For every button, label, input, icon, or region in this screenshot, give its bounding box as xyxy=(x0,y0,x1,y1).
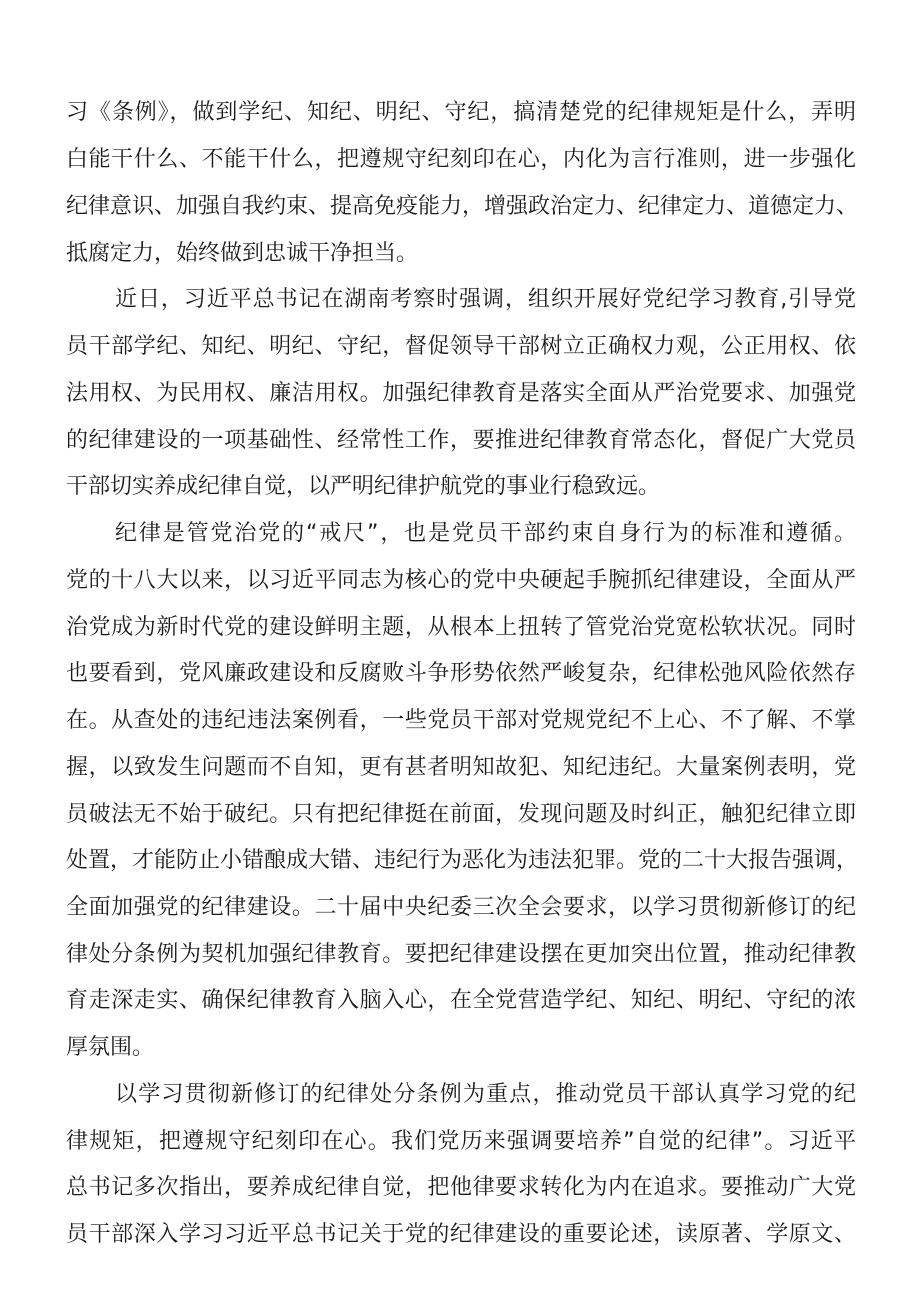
text-line: 厚氛围。 xyxy=(66,1035,155,1060)
text-line: 育走深走实、确保纪律教育入脑入心，在全党营造学纪、知纪、明纪、守纪的浓 xyxy=(66,988,856,1013)
text-line: 律规矩，把遵规守纪刻印在心。我们党历来强调要培养”自觉的纪律”。习近平 xyxy=(66,1129,856,1154)
paragraph-first-line: 以学习贯彻新修订的纪律处分条例为重点，推动党员干部认真学习党的纪 xyxy=(115,1082,856,1107)
text-line: 也要看到，党风廉政建设和反腐败斗争形势依然严峻复杂，纪律松弛风险依然存 xyxy=(66,661,856,686)
text-line: 处置，才能防止小错酿成大错、违纪行为恶化为违法犯罪。党的二十大报告强调， xyxy=(66,848,859,873)
text-line: 在。从查处的违纪违法案例看，一些党员干部对党规党纪不上心、不了解、不掌 xyxy=(66,708,856,733)
text-line: 员干部深入学习习近平总书记关于党的纪律建设的重要论述，读原著、学原文、 xyxy=(66,1222,856,1247)
text-line: 法用权、为民用权、廉洁用权。加强纪律教育是落实全面从严治党要求、加强党 xyxy=(66,381,856,406)
text-line: 干部切实养成纪律自觉，以严明纪律护航党的事业行稳致远。 xyxy=(66,474,661,499)
text-line: 抵腐定力，始终做到忠诚干净担当。 xyxy=(66,241,419,266)
text-line: 律处分条例为契机加强纪律教育。要把纪律建设摆在更加突出位置，推动纪律教 xyxy=(66,942,856,967)
text-line: 党的十八大以来，以习近平同志为核心的党中央硬起手腕抓纪律建设，全面从严 xyxy=(66,568,856,593)
text-line: 习《条例》，做到学纪、知纪、明纪、守纪，搞清楚党的纪律规矩是什么，弄明 xyxy=(66,100,856,125)
text-line: 纪律意识、加强自我约束、提高免疫能力，增强政治定力、纪律定力、道德定力、 xyxy=(66,194,859,219)
text-line: 员破法无不始于破纪。只有把纪律挺在前面，发现问题及时纠正，触犯纪律立即 xyxy=(66,802,856,827)
text-line: 握，以致发生问题而不自知，更有甚者明知故犯、知纪违纪。大量案例表明，党 xyxy=(66,755,856,780)
text-line: 员干部学纪、知纪、明纪、守纪，督促领导干部树立正确权力观，公正用权、依 xyxy=(66,334,856,359)
text-line: 的纪律建设的一项基础性、经常性工作，要推进纪律教育常态化，督促广大党员 xyxy=(66,428,856,453)
text-line: 全面加强党的纪律建设。二十届中央纪委三次全会要求，以学习贯彻新修订的纪 xyxy=(66,895,856,920)
paragraph-first-line: 纪律是管党治党的“戒尺”，也是党员干部约束自身行为的标准和遵循。 xyxy=(115,521,856,546)
paragraph-first-line: 近日，习近平总书记在湖南考察时强调，组织开展好党纪学习教育,引导党 xyxy=(115,287,856,312)
text-line: 白能干什么、不能干什么，把遵规守纪刻印在心，内化为言行准则，进一步强化 xyxy=(66,147,856,172)
text-line: 治党成为新时代党的建设鲜明主题，从根本上扭转了管党治党宽松软状况。同时 xyxy=(66,615,856,640)
text-line: 总书记多次指出，要养成纪律自觉，把他律要求转化为内在追求。要推动广大党 xyxy=(66,1175,856,1200)
